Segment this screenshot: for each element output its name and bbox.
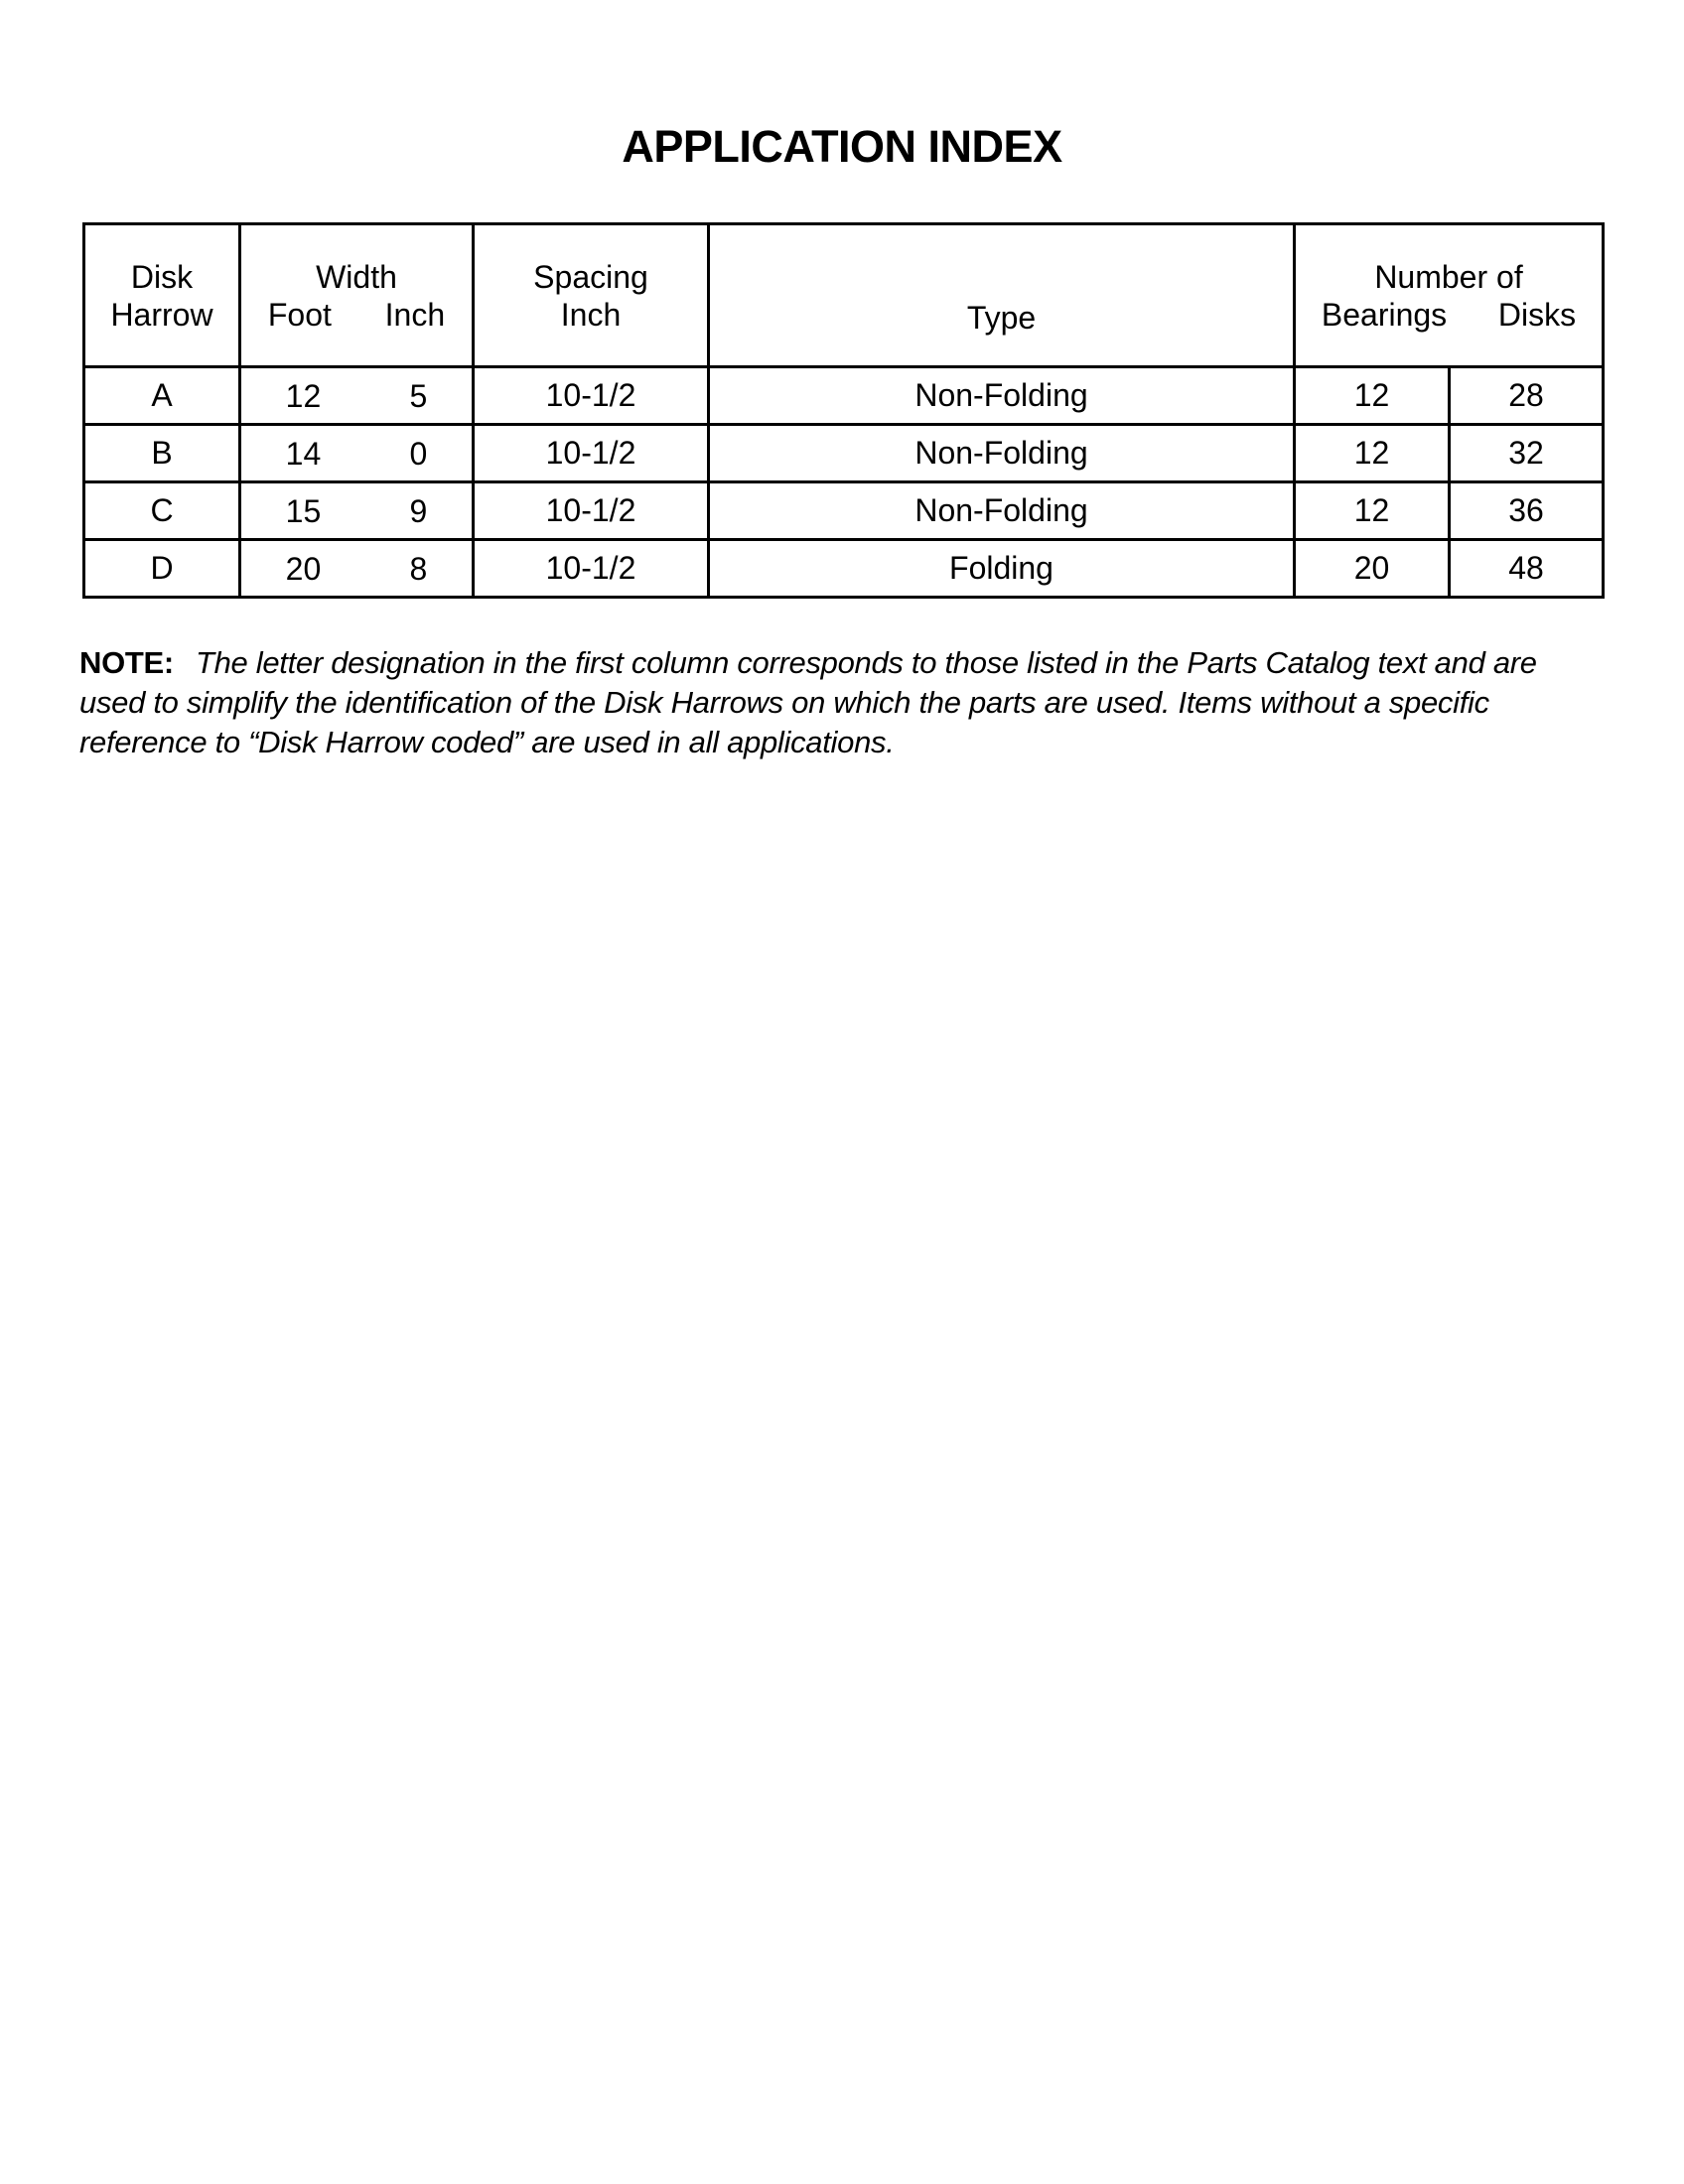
cell-foot: 12 [285, 377, 322, 414]
header-type-label: Type [966, 299, 1037, 336]
header-width-foot: Foot [267, 296, 332, 333]
application-index-table [82, 222, 1605, 599]
note-paragraph [79, 643, 1604, 762]
cell-code: B [84, 425, 240, 482]
cell-inch: 8 [409, 550, 428, 587]
cell-disks: 48 [1450, 540, 1604, 598]
cell-foot: 15 [285, 492, 322, 529]
header-disk-harrow-line2: Harrow [110, 296, 213, 333]
cell-width [240, 367, 474, 425]
header-bearings: Bearings [1321, 296, 1448, 333]
cell-code: A [84, 367, 240, 425]
header-spacing-line2: Inch [560, 296, 622, 333]
page-title: APPLICATION INDEX [622, 121, 1062, 172]
cell-disks: 28 [1450, 367, 1604, 425]
cell-spacing: 10-1/2 [474, 482, 709, 540]
cell-inch: 5 [409, 377, 428, 414]
note-text: The letter designation in the first column corresponds to those listed in the Parts Catalog text and are used to simplify the identification of the Disk Harrows on which the parts are used. Items without a specific reference to “Disk Harrow coded” are used in all applications. [79, 645, 1537, 759]
header-number-of [1295, 224, 1604, 367]
table-row [84, 425, 1604, 482]
cell-bearings: 20 [1295, 540, 1450, 598]
cell-spacing: 10-1/2 [474, 540, 709, 598]
header-spacing [474, 224, 709, 367]
table-row [84, 367, 1604, 425]
cell-code: D [84, 540, 240, 598]
cell-foot: 14 [285, 435, 322, 472]
cell-disks: 32 [1450, 425, 1604, 482]
cell-width [240, 425, 474, 482]
header-disk-harrow [84, 224, 240, 367]
cell-spacing: 10-1/2 [474, 425, 709, 482]
header-number-of-label: Number of [1374, 258, 1523, 295]
cell-bearings: 12 [1295, 367, 1450, 425]
table-row [84, 482, 1604, 540]
header-spacing-line1: Spacing [533, 258, 648, 295]
header-width-inch: Inch [384, 296, 446, 333]
cell-code: C [84, 482, 240, 540]
cell-foot: 20 [285, 550, 322, 587]
note-label: NOTE: [79, 645, 174, 680]
cell-width [240, 540, 474, 598]
cell-disks: 36 [1450, 482, 1604, 540]
cell-bearings: 12 [1295, 425, 1450, 482]
cell-inch: 9 [409, 492, 428, 529]
header-width-label: Width [316, 258, 397, 295]
cell-type: Non-Folding [709, 482, 1295, 540]
cell-type: Non-Folding [709, 425, 1295, 482]
header-width [240, 224, 474, 367]
header-disk-harrow-line1: Disk [130, 258, 194, 295]
cell-spacing: 10-1/2 [474, 367, 709, 425]
cell-width [240, 482, 474, 540]
cell-type: Non-Folding [709, 367, 1295, 425]
cell-inch: 0 [409, 435, 428, 472]
cell-type: Folding [709, 540, 1295, 598]
cell-bearings: 12 [1295, 482, 1450, 540]
header-disks: Disks [1497, 296, 1577, 333]
header-type [709, 224, 1295, 367]
table-header-row [84, 224, 1604, 367]
table-row [84, 540, 1604, 598]
